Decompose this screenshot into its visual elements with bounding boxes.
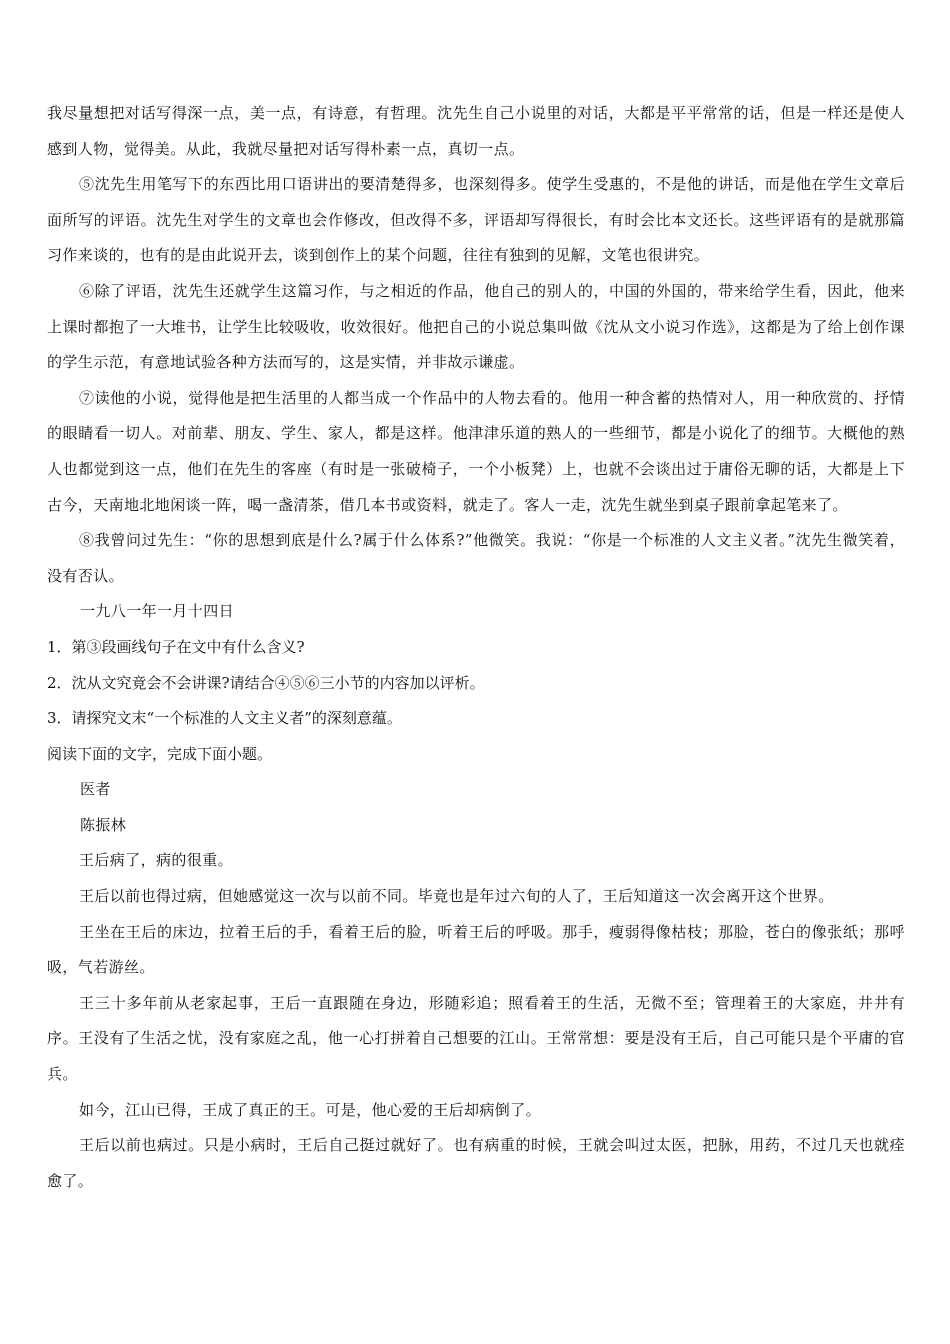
paragraph-5: ⑤沈先生用笔写下的东西比用口语讲出的要清楚得多，也深刻得多。使学生受惠的，不是他的讲话，而是他在学生文章后面所写的评语。沈先生对学生的文章也会作修改，但改得不多，评语却写得很长，有时会比本文还长。这些评语有的是就那篇习作来谈的，也有的是由此说开去，谈到创作上的某个问题，往往有独到的见解，文笔也很讲究。 [47,175,905,265]
paragraph-6: ⑥除了评语，沈先生还就学生这篇习作，与之相近的作品，他自己的别人的，中国的外国的，带来给学生看，因此，他来上课时都抱了一大堆书，让学生比较吸收，收效很好。他把自己的小说总集叫做《沈从文小说习作选》，这都是为了给上创作课的学生示范，有意地试验各种方法而写的，这是实情，并非故示谦虚。 [47,281,905,372]
story-paragraph: 如今，江山已得，王成了真正的王。可是，他心爱的王后却病倒了。 [79,1100,542,1119]
story-author: 陈振林 [80,815,127,834]
story-paragraph: 王三十多年前从老家起事，王后一直跟随在身边，形随彩追；照看着王的生活，无微不至；管理着王的大家庭，井井有序。王没有了生活之忧，没有家庭之乱，他一心打拼着自己想要的江山。王常常想：要是没有王后，自己可能只是个平庸的官兵。 [47,993,905,1084]
paragraph-7: ⑦读他的小说，觉得他是把生活里的人都当成一个作品中的人物去看的。他用一种含蓄的热情对人，用一种欣赏的、抒情的眼睛看一切人。对前辈、朋友、学生、家人，都是这样。他津津乐道的熟人的一些细节，都是小说化了的细节。大概他的熟人也都觉到这一点，他们在先生的客座（有时是一张破椅子，一个小板凳）上，也就不会谈出过于庸俗无聊的话，大都是上下古今，天南地北地闲谈一阵，喝一盏清茶，借几本书或资料，就走了。客人一走，沈先生就坐到桌子跟前拿起笔来了。 [47,388,905,514]
paragraph-continued: 我尽量想把对话写得深一点，美一点，有诗意，有哲理。沈先生自己小说里的对话，大都是平平常常的话，但是一样还是使人感到人物，觉得美。从此，我就尽量把对话写得朴素一点，真切一点。 [47,104,905,158]
story-paragraph: 王坐在王后的床边，拉着王后的手，看着王后的脸，听着王后的呼吸。那手，瘦弱得像枯枝；那脸，苍白的像张纸；那呼吸，气若游丝。 [47,922,905,977]
story-paragraph: 王后以前也得过病，但她感觉这一次与以前不同。毕竟也是年过六旬的人了，王后知道这一次会离开这个世界。 [79,887,834,906]
story-paragraph: 王后以前也病过。只是小病时，王后自己挺过就好了。也有病重的时候，王就会叫过太医，把脉，用药，不过几天也就痊愈了。 [47,1136,905,1190]
story-paragraph: 王后病了，病的很重。 [79,851,234,870]
date-line: 一九八一年一月十四日 [80,602,235,621]
question-1: 1．第③段画线句子在文中有什么含义? [47,637,305,656]
question-2: 2．沈从文究竟会不会讲课?请结合④⑤⑥三小节的内容加以评析。 [47,673,485,692]
paragraph-8: ⑧我曾问过先生：“你的思想到底是什么?属于什么体系?”他微笑。我说：“你是一个标准的人文主义者。”沈先生微笑着，没有否认。 [47,531,905,585]
document-page [47,96,905,1199]
question-3: 3．请探究文末“一个标准的人文主义者”的深刻意蕴。 [47,709,402,728]
reading-prompt: 阅读下面的文字，完成下面小题。 [47,744,273,763]
story-title: 医者 [80,780,111,799]
